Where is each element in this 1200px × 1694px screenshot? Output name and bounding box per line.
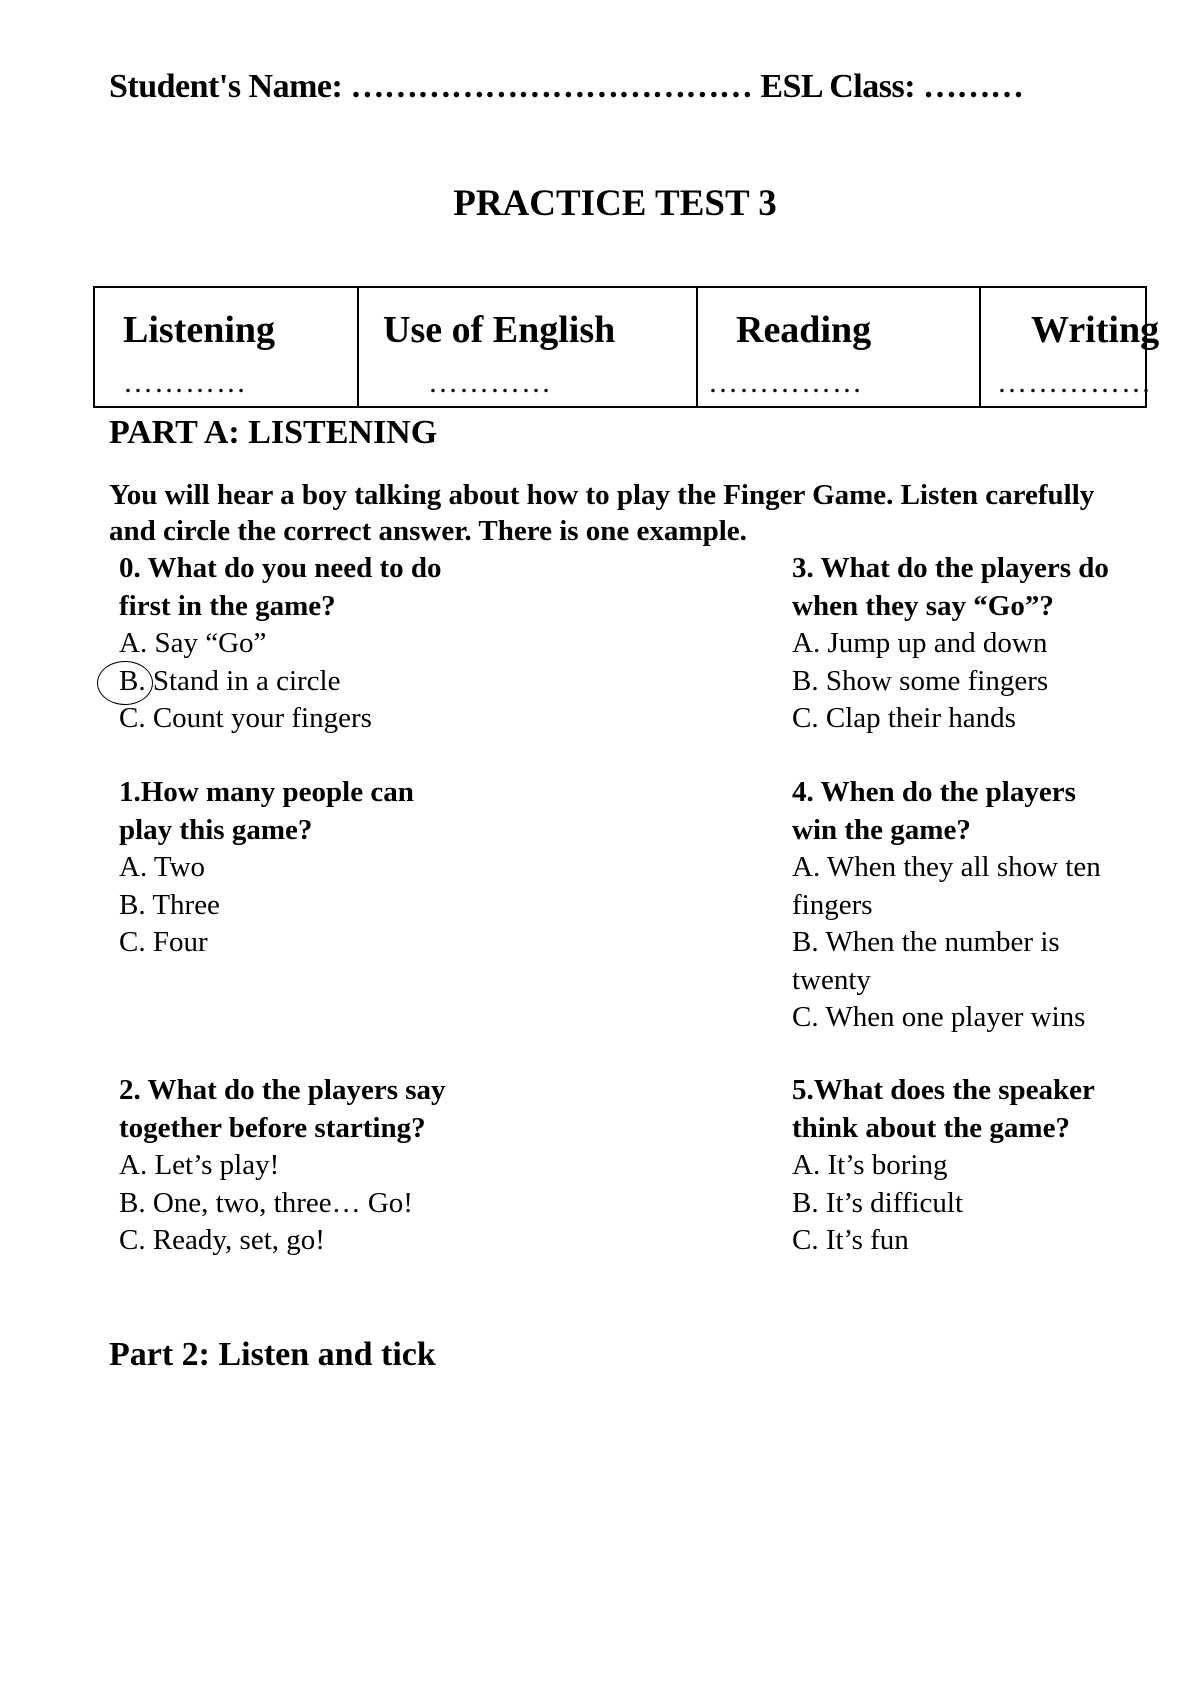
question-text: 5.What does the speaker think about the game? bbox=[792, 1074, 1095, 1144]
score-field[interactable]: ………… bbox=[428, 366, 552, 399]
student-name-field[interactable]: ……………………………… bbox=[350, 68, 753, 105]
score-label: Reading bbox=[736, 309, 872, 351]
option-c[interactable]: C. When one player wins bbox=[792, 1001, 1086, 1033]
option-a[interactable]: A. It’s boring bbox=[792, 1149, 948, 1181]
score-cell-use-of-english bbox=[358, 287, 697, 407]
score-cell-listening bbox=[94, 287, 358, 407]
question-4 bbox=[792, 774, 1112, 1037]
student-header bbox=[109, 68, 1024, 106]
score-cell-writing bbox=[980, 287, 1160, 407]
option-b[interactable]: B. One, two, three… Go! bbox=[119, 1186, 413, 1219]
score-field[interactable]: …………… bbox=[997, 366, 1152, 399]
question-5 bbox=[792, 1072, 1122, 1260]
part-2-title: Part 2: Listen and tick bbox=[109, 1336, 436, 1373]
option-c[interactable]: C. Four bbox=[119, 926, 208, 958]
score-table bbox=[93, 286, 1160, 408]
part-a-title: PART A: LISTENING bbox=[109, 414, 438, 451]
option-a[interactable]: A. Jump up and down bbox=[792, 627, 1048, 659]
question-text: 1.How many people can play this game? bbox=[119, 776, 414, 846]
question-text: 0. What do you need to do first in the game? bbox=[119, 552, 442, 622]
esl-class-field[interactable]: ……… bbox=[923, 68, 1024, 105]
option-b-text: B. Stand in a circle bbox=[119, 664, 341, 697]
question-1 bbox=[119, 774, 459, 962]
question-text: 3. What do the players do when they say “Go”? bbox=[792, 552, 1109, 622]
option-b[interactable] bbox=[119, 663, 459, 701]
option-c[interactable]: C. Count your fingers bbox=[119, 702, 372, 734]
option-c[interactable]: C. It’s fun bbox=[792, 1224, 909, 1256]
score-field[interactable]: …………… bbox=[708, 366, 863, 399]
option-b[interactable]: B. Three bbox=[119, 888, 220, 921]
option-a[interactable]: A. Say “Go” bbox=[119, 627, 267, 659]
option-c[interactable]: C. Ready, set, go! bbox=[119, 1224, 325, 1256]
student-name-label: Student's Name: bbox=[109, 68, 343, 105]
score-label: Listening bbox=[123, 309, 276, 351]
score-field[interactable]: ………… bbox=[123, 366, 247, 399]
question-0 bbox=[119, 550, 459, 738]
option-a[interactable]: A. Two bbox=[119, 851, 206, 883]
option-b[interactable]: B. When the number is twenty bbox=[792, 926, 1060, 996]
page-title: PRACTICE TEST 3 bbox=[453, 183, 777, 224]
question-2 bbox=[119, 1072, 449, 1260]
question-text: 2. What do the players say together before starting? bbox=[119, 1074, 446, 1144]
score-cell-reading bbox=[697, 287, 980, 407]
option-b[interactable]: B. Show some fingers bbox=[792, 664, 1049, 697]
option-b[interactable]: B. It’s difficult bbox=[792, 1186, 964, 1219]
question-text: 4. When do the players win the game? bbox=[792, 776, 1076, 846]
score-label: Writing bbox=[1031, 309, 1160, 351]
esl-class-label: ESL Class: bbox=[760, 68, 916, 105]
part-a-instructions: You will hear a boy talking about how to play the Finger Game. Listen carefully and circle the correct answer. There is one example. bbox=[109, 479, 1095, 547]
answer-circle-mark bbox=[97, 661, 153, 705]
score-label: Use of English bbox=[383, 309, 616, 351]
question-3 bbox=[792, 550, 1122, 738]
option-a[interactable]: A. When they all show ten fingers bbox=[792, 851, 1101, 921]
option-a[interactable]: A. Let’s play! bbox=[119, 1149, 280, 1181]
option-c[interactable]: C. Clap their hands bbox=[792, 702, 1016, 734]
